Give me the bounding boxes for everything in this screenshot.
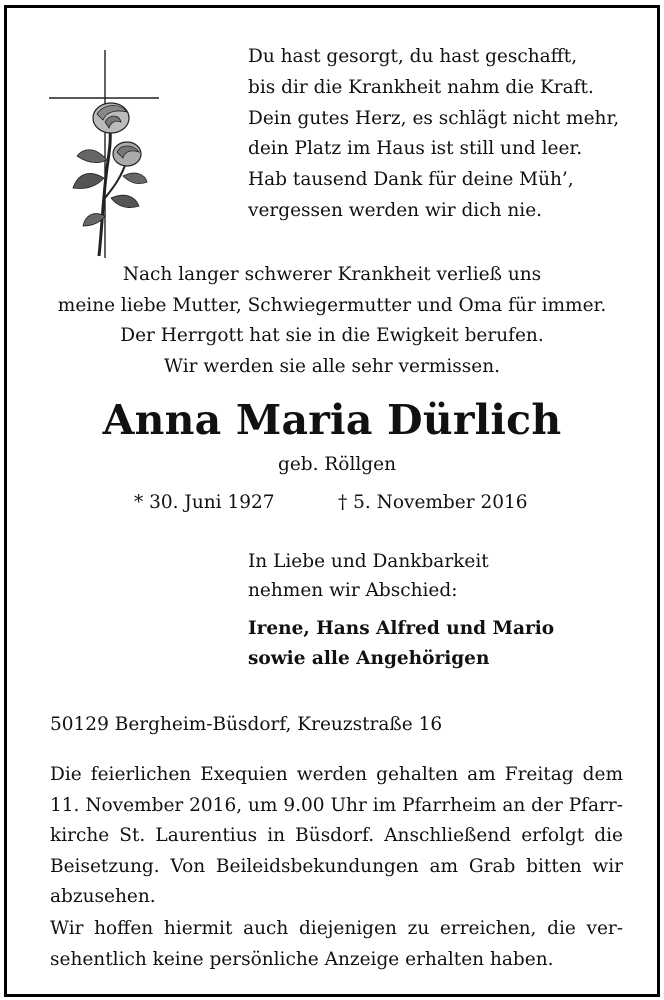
intro-text [7, 260, 657, 382]
maiden-name: geb. Röllgen [277, 454, 396, 475]
family-names [248, 614, 554, 674]
deceased-name: Anna Maria Dürlich [102, 396, 562, 444]
death-date: † 5. November 2016 [338, 492, 528, 513]
family-line: Irene, Hans Alfred und Mario [248, 618, 555, 639]
poem-line: vergessen werden wir dich nie. [248, 199, 543, 221]
paragraph-line: abzusehen. [50, 886, 156, 907]
poem-line: Du hast gesorgt, du hast geschafft, [248, 46, 578, 67]
poem-line: bis dir die Krankheit nahm die Kraft. [248, 76, 594, 98]
family-line: sowie alle Angehörigen [248, 648, 490, 669]
intro-line: Nach langer schwerer Krankheit verließ uns [122, 264, 542, 285]
poem-line: Hab tausend Dank für deine Müh’, [248, 169, 574, 191]
thanks-line: In Liebe und Dankbarkeit [248, 551, 489, 572]
notice-paragraph [50, 914, 623, 975]
cross-with-rose-icon [47, 48, 162, 263]
intro-line: Wir werden sie alle sehr vermissen. [164, 355, 500, 377]
poem-line: dein Platz im Haus ist still und leer. [248, 138, 583, 160]
paragraph-line: Die feierlichen Exequien werden gehalten am Freitag dem [50, 764, 623, 785]
intro-line: Der Herrgott hat sie in die Ewigkeit berufen. [120, 325, 544, 347]
thanks-text [248, 547, 489, 605]
obituary-frame [4, 5, 660, 997]
paragraph-line: Beisetzung. Von Beileidsbekundungen am Grab bitten wir [50, 855, 623, 877]
intro-line: meine liebe Mutter, Schwiegermutter und Oma für immer. [57, 294, 607, 316]
paragraph-line: Wir hoffen hiermit auch diejenigen zu erreichen, die ver- [50, 918, 623, 939]
paragraph-line: kirche St. Laurentius in Büsdorf. Anschließend erfolgt die [50, 825, 623, 846]
birth-date: * 30. Juni 1927 [134, 492, 275, 513]
poem [248, 42, 628, 227]
paragraph-line: sehentlich keine persönliche Anzeige erhalten haben. [50, 948, 554, 970]
paragraph-line: 11. November 2016, um 9.00 Uhr im Pfarrheim an der Pfarr- [50, 794, 623, 816]
address: 50129 Bergheim-Büsdorf, Kreuzstraße 16 [50, 714, 443, 735]
poem-line: Dein gutes Herz, es schlägt nicht mehr, [248, 107, 620, 129]
thanks-line: nehmen wir Abschied: [248, 580, 458, 601]
exequies-paragraph [50, 760, 623, 913]
